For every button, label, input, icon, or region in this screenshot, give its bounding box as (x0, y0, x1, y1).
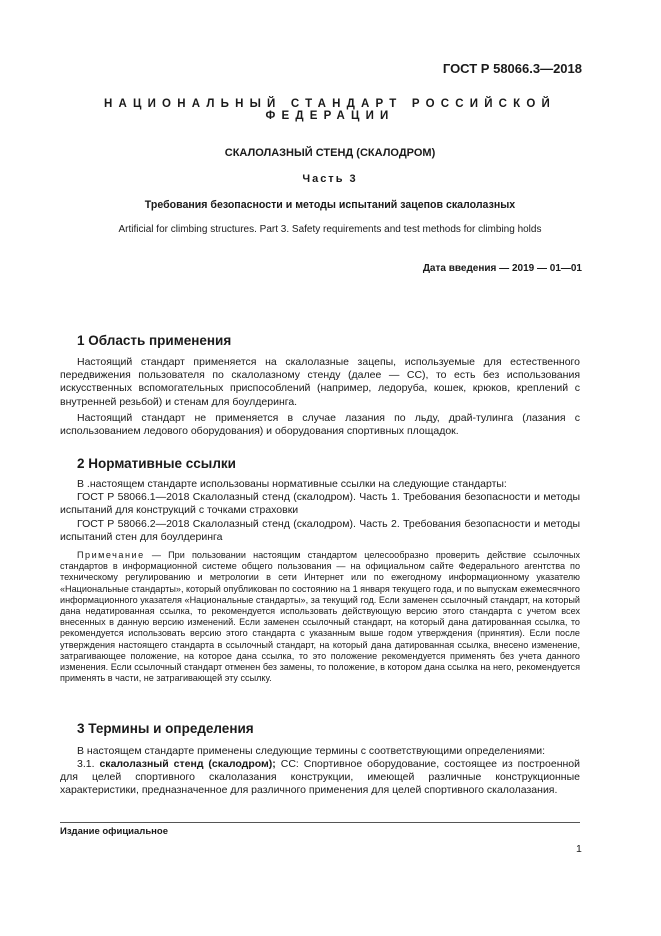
section-1-heading: 1 Область применения (77, 333, 232, 348)
note-text: — При пользовании настоящим стандартом целесообразно проверить действие ссылочных стандартов в информационной системе общего пользования — на официальном сайте Федерального агентства по техническому регулированию и метрологии в сети Интернет или по ежегодному информационному указателю «Национальные стандарты», который опубликован по состоянию на 1 января текущего года, и по выпускам ежемесячного информационного указателя «Национальные стандарты», за текущий год. Если заменен ссылочный стандарт, на который дана недатированная ссылка, то рекомендуется использовать действующую версию этого стандарта с учетом всех внесенных в данную версию изменений. Если заменен ссылочный стандарт, на который дана датированная ссылка, то рекомендуется использовать версию этого стандарта с указанным выше годом утверждения (принятия). Если после утверждения настоящего стандарта в ссылочный стандарт, на который дана датированная ссылка, внесено изменение, затрагивающее положение, на которое дана ссылка, то это положение рекомендуется применять без учета данного изменения. Если ссылочный стандарт отменен без замены, то положение, в котором дана ссылка на него, рекомендуется применять в части, не затрагивающей эту ссылку. (60, 550, 580, 684)
section-1-paragraph-1: Настоящий стандарт применяется на скалолазные зацепы, используемые для естественного передвижения пользователя по скалолазному стенду (далее — СС), то есть без использования искусственных вспомогательных приспособлений (например, ледоруба, кошек, крюков, креплений с внутренней резьбой) и стенам для боулдеринга. (60, 356, 580, 408)
section-2-reference-1: ГОСТ Р 58066.1—2018 Скалолазный стенд (скалодром). Часть 1. Требования безопасности и методы испытаний для конструкций с точками страховки (60, 491, 580, 517)
english-title: Artificial for climbing structures. Part 3. Safety requirements and test methods for climbing holds (118, 224, 542, 235)
term-description: СС: Спортивное оборудование, состоящее из построенной для целей спортивного скалолазания конструкции, имеющей различные конструкционные характеристики, предназначенное для различного применения для целей спортивного скалолазания. (60, 758, 580, 797)
document-title: СКАЛОЛАЗНЫЙ СТЕНД (СКАЛОДРОМ) (224, 147, 436, 159)
footer-divider (60, 822, 580, 823)
part-label: Часть 3 (302, 173, 358, 185)
section-3-heading: 3 Термины и определения (77, 721, 254, 736)
document-number: ГОСТ Р 58066.3—2018 (442, 61, 582, 76)
term-definition-3-1 (60, 758, 580, 798)
national-standard-banner: НАЦИОНАЛЬНЫЙ СТАНДАРТ РОССИЙСКОЙ ФЕДЕРАЦИИ (103, 98, 557, 122)
page-number: 1 (576, 843, 582, 855)
official-edition-label: Издание официальное (60, 826, 168, 837)
section-2-heading: 2 Нормативные ссылки (77, 456, 236, 471)
note-label: Примечание (77, 550, 145, 560)
section-2-paragraph-1: В .настоящем стандарте использованы нормативные ссылки на следующие стандарты: (77, 478, 507, 490)
term-number: 3.1. (77, 758, 100, 770)
document-subtitle: Требования безопасности и методы испытаний зацепов скалолазных (144, 199, 516, 211)
section-2-reference-2: ГОСТ Р 58066.2—2018 Скалолазный стенд (скалодром). Часть 2. Требования безопасности и методы испытаний стен для боулдеринга (60, 518, 580, 544)
section-3-paragraph-1: В настоящем стандарте применены следующие термины с соответствующими определениями: (77, 745, 546, 757)
introduction-date: Дата введения — 2019 — 01—01 (422, 263, 582, 274)
section-1-paragraph-2: Настоящий стандарт не применяется в случае лазания по льду, драй-тулинга (лазания с использованием ледового оборудования) и оборудования спортивных площадок. (60, 412, 580, 438)
term-name: скалолазный стенд (скалодром); (99, 758, 276, 770)
section-2-note (60, 550, 580, 684)
